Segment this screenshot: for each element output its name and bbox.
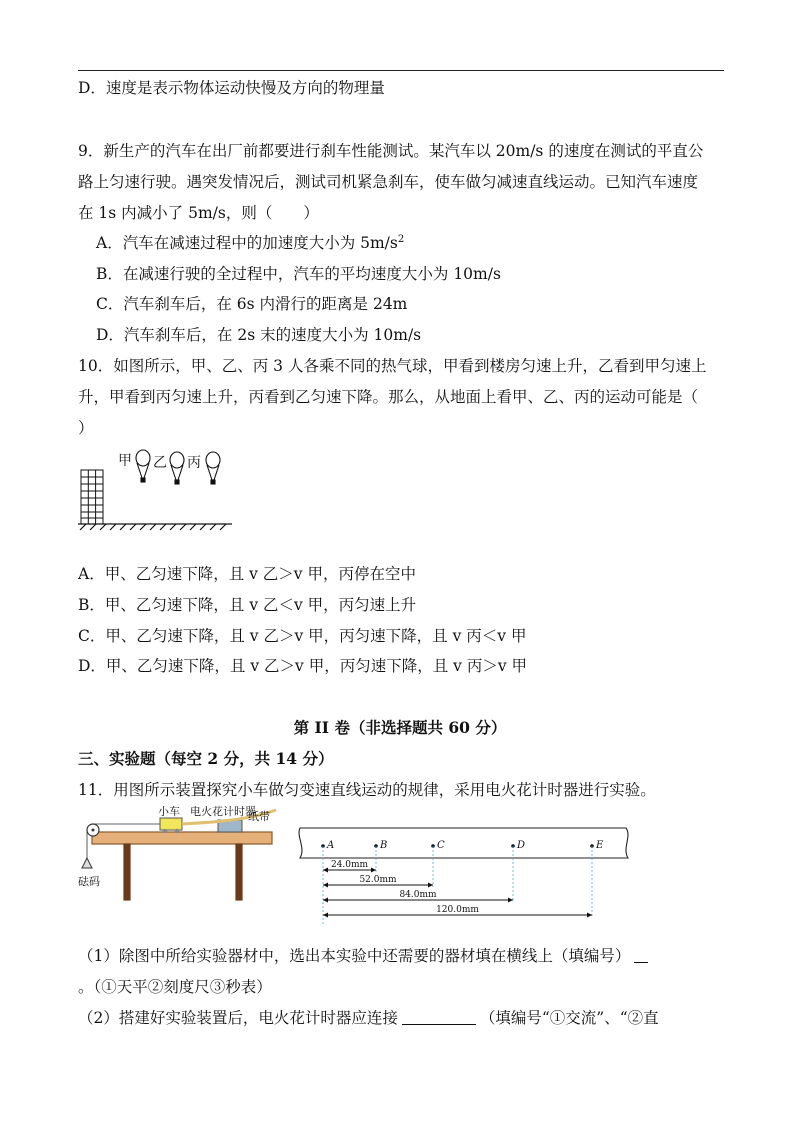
distance-label: 52.0mm (359, 875, 397, 885)
tape-label: 纸带 (248, 810, 270, 823)
section2-title: 第 II 卷（非选择题共 60 分） (293, 718, 507, 737)
cart-wheel-icon (175, 829, 180, 834)
arrowhead-icon (587, 913, 592, 918)
tape-figure (296, 826, 630, 926)
answer-blank-2[interactable] (402, 1009, 476, 1025)
q11-sub1-line1 (78, 946, 648, 966)
timer-label: 电火花计时器 (190, 806, 256, 818)
q10-stem-line2: 升，甲看到丙匀速上升，丙看到乙匀速下降。那么，从地面上看甲、乙、丙的运动可能是（ (78, 388, 699, 406)
q9-option-b: B．在减速行驶的全过程中，汽车的平均速度大小为 10m/s (96, 265, 501, 283)
arrowhead-icon (323, 898, 328, 903)
q11-sub2-text1: （2）搭建好实验装置后，电火花计时器应连接 (78, 1009, 398, 1027)
arrowhead-icon (323, 883, 328, 888)
arrowhead-icon (323, 913, 328, 918)
q11-sub1-line2: 。（①天平②刻度尺③秒表） (78, 978, 272, 996)
q9-stem-line1: 9．新生产的汽车在出厂前都要进行刹车性能测试。某汽车以 20m/s 的速度在测试的平直公 (78, 142, 704, 160)
q9-option-a-text: A．汽车在减速过程中的加速度大小为 5m/s (96, 234, 398, 252)
table-leg-right (236, 844, 242, 900)
distance-label: 24.0mm (330, 860, 369, 870)
apparatus-figure (78, 806, 278, 906)
cart-icon (160, 818, 182, 830)
q9-option-c: C．汽车刹车后，在 6s 内滑行的距离是 24m (96, 295, 408, 313)
weight-label: 砝码 (78, 875, 100, 888)
pulley-icon (87, 824, 99, 836)
q9-stem-line3: 在 1s 内减小了 5m/s，则（ ） (78, 204, 319, 222)
weight-icon (82, 858, 92, 868)
tape-point-label: B (380, 840, 388, 851)
balloon-yi-icon (170, 452, 184, 484)
q10-option-b: B．甲、乙匀速下降，且 v 乙＜v 甲，丙匀速上升 (78, 596, 417, 614)
balloon-label-bing: 丙 (187, 455, 201, 471)
tape-point-label: A (327, 840, 335, 851)
balloon-bing-icon (206, 452, 220, 484)
q11-sub1-text: （1）除图中所给实验器材中，选出本实验中还需要的器材填在横线上（填编号） (78, 947, 631, 965)
distance-label: 120.0mm (436, 905, 479, 915)
q10-stem-line3: ） (78, 419, 94, 437)
table-leg-left (124, 844, 130, 900)
q10-option-c: C．甲、乙匀速下降，且 v 乙＞v 甲，丙匀速下降，且 v 丙＜v 甲 (78, 627, 527, 645)
answer-blank-1[interactable] (634, 947, 648, 963)
q10-option-a: A．甲、乙匀速下降，且 v 乙＞v 甲，丙停在空中 (78, 565, 416, 583)
arrowhead-icon (428, 883, 433, 888)
balloon-label-yi: 乙 (153, 455, 167, 471)
ground-line (78, 524, 232, 530)
tape-point-label: C (437, 840, 445, 851)
arrowhead-icon (508, 898, 513, 903)
q9-stem-line2: 路上匀速行驶。遇突发情况后，测试司机紧急刹车，使车做匀减速直线运动。已知汽车速度 (78, 173, 699, 191)
q8-option-d: D．速度是表示物体运动快慢及方向的物理量 (78, 79, 385, 97)
arrowhead-icon (323, 868, 328, 873)
balloon-label-jia: 甲 (118, 453, 132, 469)
q9-option-a-sup: 2 (397, 234, 405, 245)
distance-label: 84.0mm (399, 890, 437, 900)
q11-sub2 (78, 1008, 659, 1028)
q10-option-d: D．甲、乙匀速下降，且 v 乙＞v 甲，丙匀速下降，且 v 丙＞v 甲 (78, 657, 528, 675)
balloon-figure (76, 440, 240, 532)
tape-outline (299, 828, 628, 858)
tape-point-label: E (596, 840, 604, 851)
header-rule (78, 70, 724, 71)
q11-stem: 11．用图所示装置探究小车做匀变速直线运动的规律，采用电火花计时器进行实验。 (78, 781, 656, 799)
q11-sub2-text2: （填编号“①交流”、“②直 (479, 1009, 659, 1027)
q9-option-a (96, 233, 404, 253)
building-icon (81, 470, 103, 524)
balloon-jia-icon (136, 450, 150, 482)
cart-label: 小车 (158, 806, 180, 818)
tape-point-label: D (517, 840, 526, 851)
arrowhead-icon (371, 868, 376, 873)
tape-dimensions (323, 860, 592, 918)
cart-wheel-icon (163, 829, 168, 834)
q9-option-d: D．汽车刹车后，在 2s 末的速度大小为 10m/s (96, 326, 422, 344)
table-top (92, 832, 272, 844)
part3-heading: 三、实验题（每空 2 分，共 14 分） (78, 749, 334, 768)
q10-stem-line1: 10．如图所示，甲、乙、丙 3 人各乘不同的热气球，甲看到楼房匀速上升，乙看到甲匀速上 (78, 357, 707, 375)
